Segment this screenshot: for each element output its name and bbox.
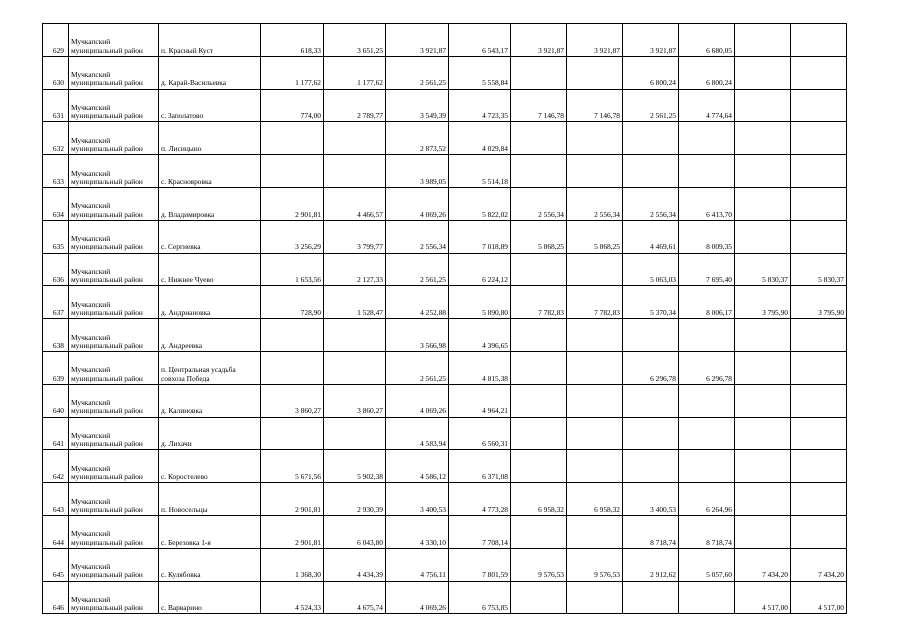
settlement-cell: с. Березовка 1-я — [159, 515, 261, 548]
settlement-cell: с. Краснояровка — [159, 155, 261, 188]
value-cell: 5 830,37 — [791, 253, 847, 286]
value-cell: 2 873,52 — [386, 122, 449, 155]
value-cell: 3 989,05 — [386, 155, 449, 188]
value-cell — [679, 450, 735, 483]
settlement-cell: с. Сергиевка — [159, 220, 261, 253]
value-cell: 7 146,78 — [511, 89, 567, 122]
value-cell: 6 264,96 — [679, 483, 735, 516]
settlement-cell: п. Лисицыно — [159, 122, 261, 155]
value-cell — [511, 384, 567, 417]
value-cell — [735, 24, 791, 57]
value-cell: 1 653,56 — [261, 253, 324, 286]
value-cell: 5 822,02 — [449, 187, 511, 220]
value-cell: 3 400,53 — [386, 483, 449, 516]
settlement-cell: д. Калиновка — [159, 384, 261, 417]
value-cell — [567, 122, 623, 155]
value-cell: 4 069,26 — [386, 187, 449, 220]
table-row — [43, 515, 847, 548]
row-number: 637 — [43, 286, 69, 319]
value-cell — [567, 253, 623, 286]
settlement-cell: с. Коростелево — [159, 450, 261, 483]
value-cell: 8 718,74 — [623, 515, 679, 548]
value-cell: 618,33 — [261, 24, 324, 57]
value-cell: 3 651,25 — [324, 24, 386, 57]
value-cell — [791, 122, 847, 155]
settlement-cell: с. Заполатово — [159, 89, 261, 122]
value-cell: 6 371,08 — [449, 450, 511, 483]
value-cell: 7 018,89 — [449, 220, 511, 253]
value-cell: 2 561,25 — [386, 56, 449, 89]
value-cell: 5 868,25 — [511, 220, 567, 253]
table-row — [43, 253, 847, 286]
row-number: 634 — [43, 187, 69, 220]
value-cell — [679, 417, 735, 450]
value-cell: 5 558,84 — [449, 56, 511, 89]
table-row — [43, 450, 847, 483]
value-cell — [261, 417, 324, 450]
value-cell: 3 795,90 — [735, 286, 791, 319]
value-cell — [623, 450, 679, 483]
value-cell — [623, 581, 679, 614]
value-cell: 3 921,87 — [623, 24, 679, 57]
table-row — [43, 483, 847, 516]
row-number: 630 — [43, 56, 69, 89]
row-number: 644 — [43, 515, 69, 548]
value-cell — [567, 351, 623, 384]
value-cell: 3 400,53 — [623, 483, 679, 516]
row-number: 639 — [43, 351, 69, 384]
row-number: 633 — [43, 155, 69, 188]
table-row — [43, 384, 847, 417]
district-cell: Мучкапский муниципальный район — [69, 581, 159, 614]
value-cell — [567, 56, 623, 89]
value-cell: 2 556,34 — [386, 220, 449, 253]
value-cell — [735, 483, 791, 516]
value-cell: 2 556,34 — [623, 187, 679, 220]
row-number: 632 — [43, 122, 69, 155]
settlement-cell: с. Нижнее Чуево — [159, 253, 261, 286]
tariff-table — [42, 23, 847, 614]
value-cell: 6 296,78 — [679, 351, 735, 384]
value-cell: 2 901,81 — [261, 483, 324, 516]
settlement-cell: п. Новосельцы — [159, 483, 261, 516]
value-cell: 2 789,77 — [324, 89, 386, 122]
value-cell — [324, 122, 386, 155]
table-row — [43, 286, 847, 319]
value-cell — [567, 581, 623, 614]
row-number: 641 — [43, 417, 69, 450]
table-row — [43, 548, 847, 581]
value-cell — [679, 581, 735, 614]
value-cell — [791, 515, 847, 548]
value-cell: 6 543,17 — [449, 24, 511, 57]
value-cell: 4 069,26 — [386, 581, 449, 614]
value-cell — [791, 220, 847, 253]
value-cell: 3 795,90 — [791, 286, 847, 319]
value-cell — [735, 515, 791, 548]
value-cell: 4 524,33 — [261, 581, 324, 614]
district-cell: Мучкапский муниципальный район — [69, 253, 159, 286]
value-cell: 7 434,20 — [791, 548, 847, 581]
value-cell: 6 413,70 — [679, 187, 735, 220]
value-cell: 9 576,53 — [511, 548, 567, 581]
row-number: 635 — [43, 220, 69, 253]
value-cell — [735, 417, 791, 450]
value-cell — [567, 450, 623, 483]
value-cell — [567, 384, 623, 417]
table-row — [43, 24, 847, 57]
value-cell: 3 799,77 — [324, 220, 386, 253]
value-cell — [261, 319, 324, 352]
value-cell — [623, 319, 679, 352]
value-cell: 1 368,30 — [261, 548, 324, 581]
value-cell — [511, 450, 567, 483]
value-cell: 6 753,85 — [449, 581, 511, 614]
value-cell: 3 921,87 — [511, 24, 567, 57]
value-cell — [511, 56, 567, 89]
value-cell: 6 560,31 — [449, 417, 511, 450]
value-cell — [261, 351, 324, 384]
value-cell — [791, 417, 847, 450]
value-cell: 5 370,34 — [623, 286, 679, 319]
value-cell: 6 958,32 — [567, 483, 623, 516]
value-cell — [511, 515, 567, 548]
value-cell: 4 069,26 — [386, 384, 449, 417]
value-cell: 2 127,33 — [324, 253, 386, 286]
settlement-cell: с. Варварино — [159, 581, 261, 614]
district-cell: Мучкапский муниципальный район — [69, 450, 159, 483]
value-cell — [261, 122, 324, 155]
value-cell: 3 256,29 — [261, 220, 324, 253]
value-cell: 4 723,35 — [449, 89, 511, 122]
district-cell: Мучкапский муниципальный район — [69, 24, 159, 57]
value-cell: 5 063,03 — [623, 253, 679, 286]
settlement-cell: д. Карай-Васильевка — [159, 56, 261, 89]
value-cell — [679, 155, 735, 188]
value-cell: 3 860,27 — [324, 384, 386, 417]
district-cell: Мучкапский муниципальный район — [69, 548, 159, 581]
value-cell: 1 177,62 — [261, 56, 324, 89]
value-cell — [735, 351, 791, 384]
value-cell: 4 252,88 — [386, 286, 449, 319]
value-cell: 5 868,25 — [567, 220, 623, 253]
value-cell — [261, 155, 324, 188]
value-cell: 5 514,18 — [449, 155, 511, 188]
value-cell: 8 718,74 — [679, 515, 735, 548]
value-cell: 9 576,53 — [567, 548, 623, 581]
value-cell: 4 434,39 — [324, 548, 386, 581]
row-number: 646 — [43, 581, 69, 614]
district-cell: Мучкапский муниципальный район — [69, 351, 159, 384]
value-cell: 4 815,38 — [449, 351, 511, 384]
value-cell — [324, 351, 386, 384]
district-cell: Мучкапский муниципальный район — [69, 155, 159, 188]
value-cell: 3 860,27 — [261, 384, 324, 417]
value-cell: 7 708,14 — [449, 515, 511, 548]
value-cell — [511, 122, 567, 155]
value-cell — [567, 155, 623, 188]
value-cell: 7 801,59 — [449, 548, 511, 581]
table-row — [43, 417, 847, 450]
settlement-cell: с. Кулябовка — [159, 548, 261, 581]
value-cell: 6 296,78 — [623, 351, 679, 384]
value-cell: 3 566,98 — [386, 319, 449, 352]
value-cell — [623, 122, 679, 155]
table-body — [43, 24, 847, 614]
value-cell — [791, 155, 847, 188]
value-cell: 5 830,37 — [735, 253, 791, 286]
district-cell: Мучкапский муниципальный район — [69, 286, 159, 319]
value-cell: 2 930,39 — [324, 483, 386, 516]
table-row — [43, 319, 847, 352]
row-number: 642 — [43, 450, 69, 483]
value-cell: 7 782,83 — [511, 286, 567, 319]
value-cell — [623, 155, 679, 188]
value-cell: 2 901,81 — [261, 187, 324, 220]
value-cell: 4 029,84 — [449, 122, 511, 155]
table-row — [43, 89, 847, 122]
value-cell — [791, 351, 847, 384]
value-cell: 2 561,25 — [386, 351, 449, 384]
table-row — [43, 122, 847, 155]
value-cell: 4 964,21 — [449, 384, 511, 417]
district-cell: Мучкапский муниципальный район — [69, 89, 159, 122]
value-cell — [735, 384, 791, 417]
value-cell: 2 561,25 — [386, 253, 449, 286]
value-cell: 4 773,28 — [449, 483, 511, 516]
value-cell — [324, 319, 386, 352]
value-cell: 2 556,34 — [567, 187, 623, 220]
value-cell — [511, 417, 567, 450]
value-cell: 7 146,78 — [567, 89, 623, 122]
value-cell — [791, 483, 847, 516]
value-cell — [791, 384, 847, 417]
value-cell — [511, 351, 567, 384]
value-cell — [623, 384, 679, 417]
district-cell: Мучкапский муниципальный район — [69, 483, 159, 516]
value-cell: 4 396,65 — [449, 319, 511, 352]
value-cell: 4 586,12 — [386, 450, 449, 483]
district-cell: Мучкапский муниципальный район — [69, 187, 159, 220]
row-number: 636 — [43, 253, 69, 286]
table-row — [43, 155, 847, 188]
value-cell: 4 330,10 — [386, 515, 449, 548]
settlement-cell: п. Центральная усадьба совхоза Победа — [159, 351, 261, 384]
district-cell: Мучкапский муниципальный район — [69, 417, 159, 450]
value-cell: 8 006,17 — [679, 286, 735, 319]
value-cell — [791, 56, 847, 89]
settlement-cell: д. Лихачи — [159, 417, 261, 450]
row-number: 643 — [43, 483, 69, 516]
value-cell: 3 921,87 — [567, 24, 623, 57]
value-cell — [567, 417, 623, 450]
row-number: 629 — [43, 24, 69, 57]
value-cell: 2 901,81 — [261, 515, 324, 548]
table-row — [43, 187, 847, 220]
value-cell: 728,90 — [261, 286, 324, 319]
value-cell: 1 177,62 — [324, 56, 386, 89]
value-cell — [791, 89, 847, 122]
value-cell: 5 902,38 — [324, 450, 386, 483]
value-cell: 4 469,61 — [623, 220, 679, 253]
value-cell — [735, 122, 791, 155]
district-cell: Мучкапский муниципальный район — [69, 515, 159, 548]
value-cell: 5 671,56 — [261, 450, 324, 483]
district-cell: Мучкапский муниципальный район — [69, 56, 159, 89]
row-number: 640 — [43, 384, 69, 417]
value-cell: 6 800,24 — [623, 56, 679, 89]
value-cell: 5 057,60 — [679, 548, 735, 581]
value-cell: 6 800,24 — [679, 56, 735, 89]
value-cell — [567, 319, 623, 352]
table-row — [43, 581, 847, 614]
value-cell — [735, 56, 791, 89]
value-cell — [735, 155, 791, 188]
value-cell — [735, 450, 791, 483]
value-cell: 4 517,00 — [791, 581, 847, 614]
value-cell: 7 434,20 — [735, 548, 791, 581]
settlement-cell: д. Андреевка — [159, 319, 261, 352]
value-cell — [679, 319, 735, 352]
value-cell — [791, 24, 847, 57]
value-cell: 7 782,83 — [567, 286, 623, 319]
value-cell: 2 912,62 — [623, 548, 679, 581]
table-row — [43, 56, 847, 89]
value-cell — [791, 450, 847, 483]
value-cell: 2 561,25 — [623, 89, 679, 122]
value-cell: 3 549,39 — [386, 89, 449, 122]
value-cell: 3 921,87 — [386, 24, 449, 57]
row-number: 645 — [43, 548, 69, 581]
value-cell: 4 756,11 — [386, 548, 449, 581]
value-cell — [791, 319, 847, 352]
value-cell: 4 774,64 — [679, 89, 735, 122]
settlement-cell: д. Андриановка — [159, 286, 261, 319]
value-cell: 5 890,80 — [449, 286, 511, 319]
value-cell — [567, 515, 623, 548]
value-cell: 6 958,32 — [511, 483, 567, 516]
value-cell: 6 043,80 — [324, 515, 386, 548]
settlement-cell: п. Красный Куст — [159, 24, 261, 57]
table-row — [43, 351, 847, 384]
value-cell: 7 695,40 — [679, 253, 735, 286]
value-cell — [679, 122, 735, 155]
value-cell: 4 517,00 — [735, 581, 791, 614]
value-cell: 4 675,74 — [324, 581, 386, 614]
district-cell: Мучкапский муниципальный район — [69, 384, 159, 417]
value-cell: 6 680,05 — [679, 24, 735, 57]
value-cell — [679, 384, 735, 417]
table-row — [43, 220, 847, 253]
value-cell — [511, 155, 567, 188]
district-cell: Мучкапский муниципальный район — [69, 220, 159, 253]
row-number: 631 — [43, 89, 69, 122]
value-cell — [324, 417, 386, 450]
value-cell: 4 583,94 — [386, 417, 449, 450]
value-cell: 1 528,47 — [324, 286, 386, 319]
settlement-cell: д. Владимировка — [159, 187, 261, 220]
value-cell — [511, 253, 567, 286]
value-cell: 6 224,12 — [449, 253, 511, 286]
value-cell: 774,00 — [261, 89, 324, 122]
district-cell: Мучкапский муниципальный район — [69, 319, 159, 352]
row-number: 638 — [43, 319, 69, 352]
value-cell — [324, 155, 386, 188]
value-cell: 4 466,57 — [324, 187, 386, 220]
value-cell: 2 556,34 — [511, 187, 567, 220]
value-cell — [511, 581, 567, 614]
value-cell — [735, 187, 791, 220]
value-cell — [735, 89, 791, 122]
district-cell: Мучкапский муниципальный район — [69, 122, 159, 155]
value-cell — [791, 187, 847, 220]
value-cell — [735, 319, 791, 352]
value-cell — [511, 319, 567, 352]
value-cell — [623, 417, 679, 450]
value-cell: 8 009,35 — [679, 220, 735, 253]
value-cell — [735, 220, 791, 253]
